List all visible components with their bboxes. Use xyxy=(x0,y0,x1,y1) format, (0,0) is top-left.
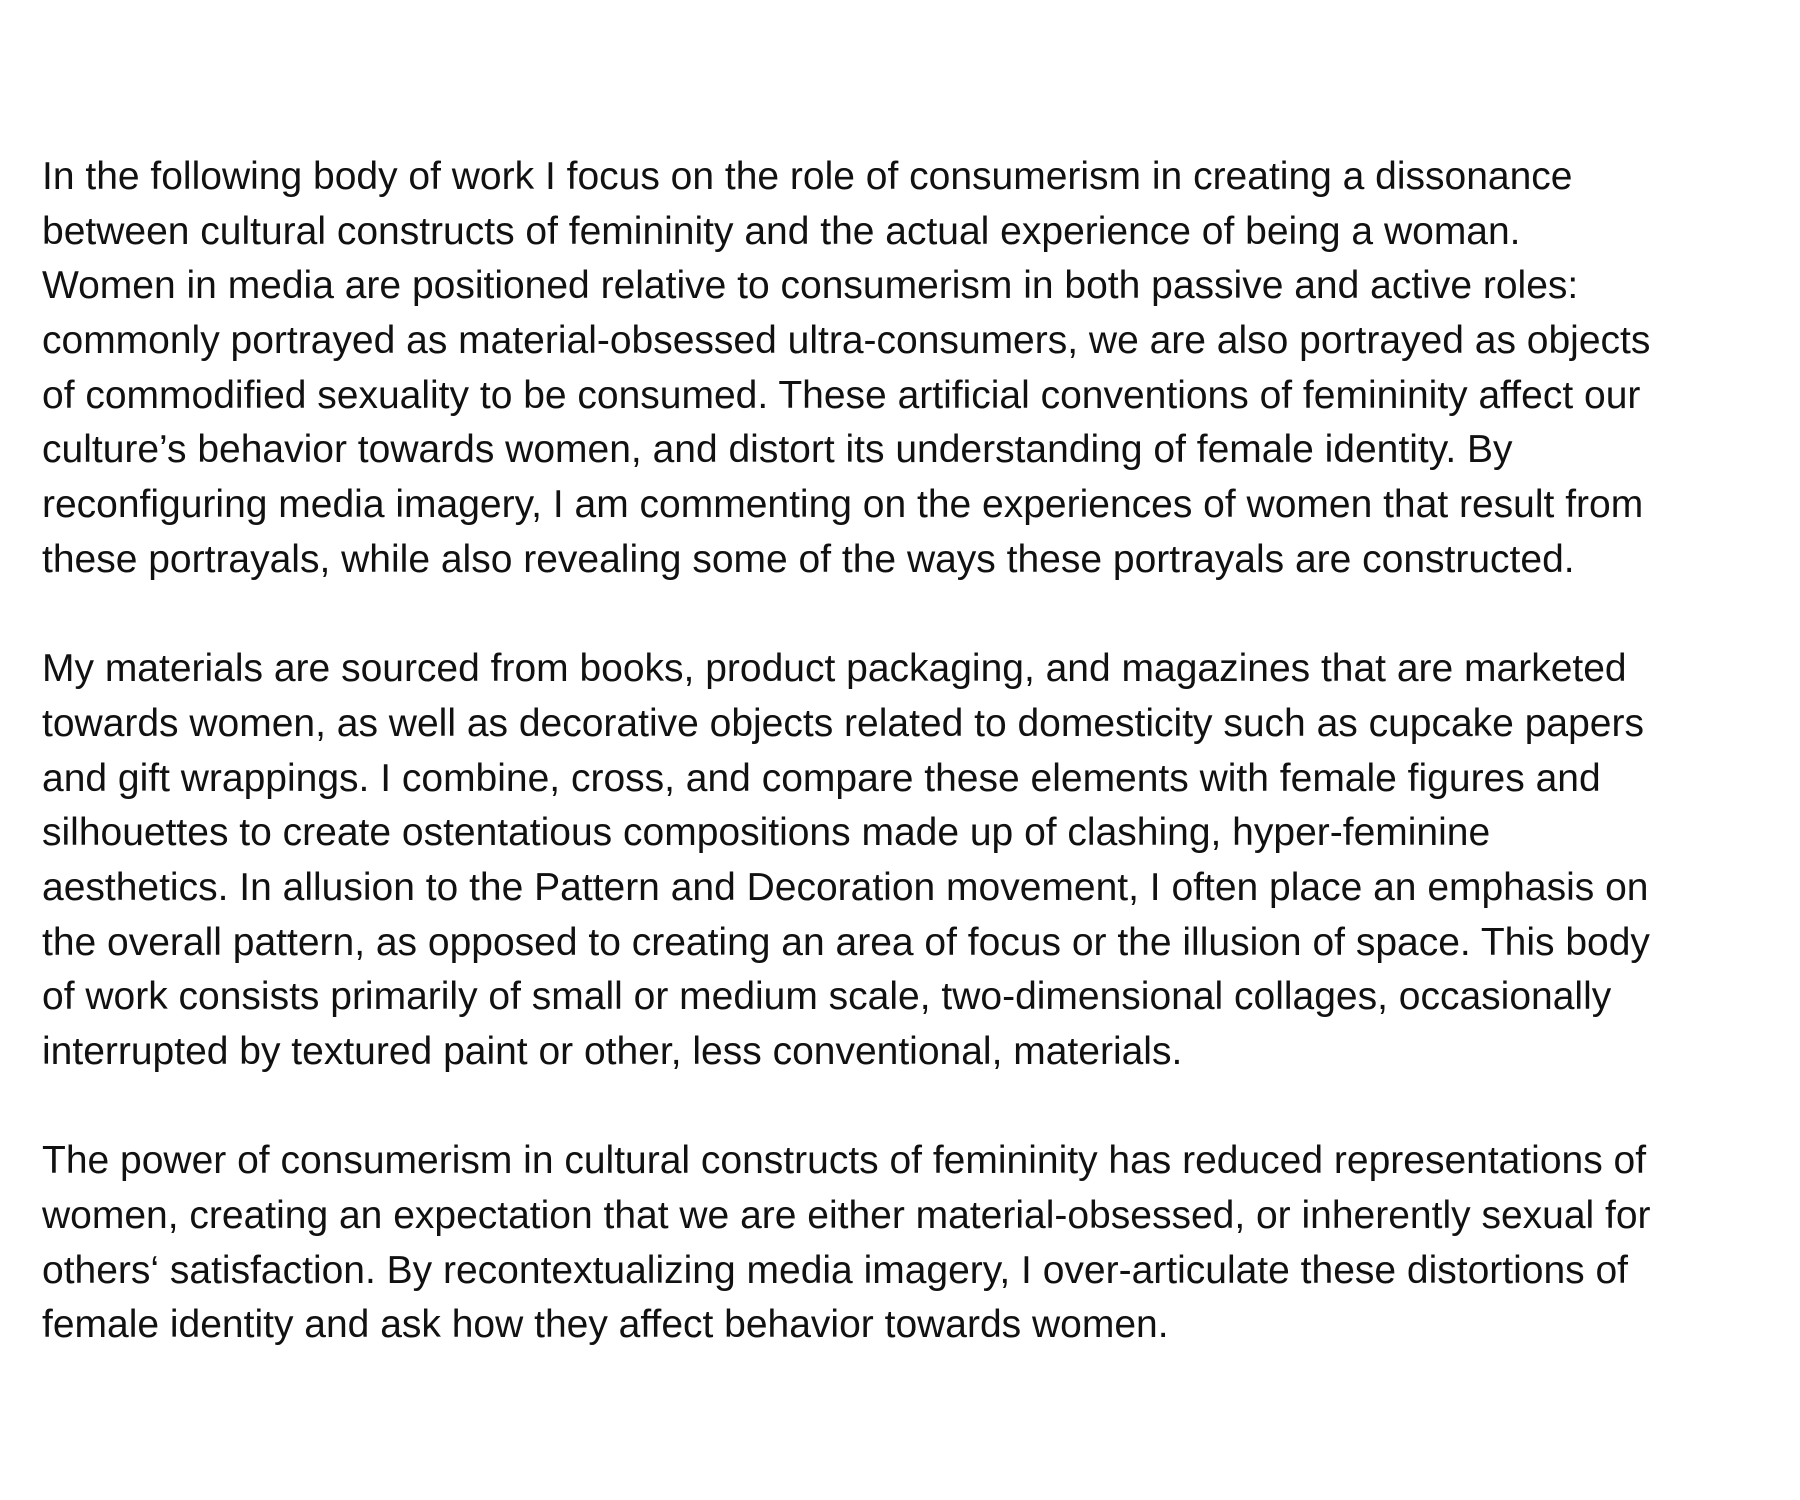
text-line: In the following body of work I focus on the role of consumerism in creating a dissonance xyxy=(42,155,1573,198)
text-line: others‘ satisfaction. By recontextualizing media imagery, I over-articulate these distortions of xyxy=(42,1248,1629,1292)
text-line: aesthetics. In allusion to the Pattern and Decoration movement, I often place an emphasis on xyxy=(42,865,1649,909)
text-line: Women in media are positioned relative to consumerism in both passive and active roles: xyxy=(42,264,1579,308)
text-line: silhouettes to create ostentatious compositions made up of clashing, hyper-feminine xyxy=(42,811,1491,855)
paragraph-spacer xyxy=(42,588,1782,643)
artist-statement xyxy=(42,150,1782,1353)
paragraph-3 xyxy=(42,1134,1782,1353)
text-line: these portrayals, while also revealing some of the ways these portrayals are constructed. xyxy=(42,537,1575,581)
text-line: and gift wrappings. I combine, cross, and compare these elements with female figures and xyxy=(42,756,1601,800)
text-line: commonly portrayed as material-obsessed ultra-consumers, we are also portrayed as objects xyxy=(42,319,1651,363)
text-line: culture’s behavior towards women, and distort its understanding of female identity. By xyxy=(42,428,1513,472)
paragraph-1 xyxy=(42,150,1782,588)
text-line: reconfiguring media imagery, I am commenting on the experiences of women that result from xyxy=(42,483,1644,527)
text-line: of commodified sexuality to be consumed. These artificial conventions of femininity affect our xyxy=(42,373,1641,417)
text-line: the overall pattern, as opposed to creating an area of focus or the illusion of space. This body xyxy=(42,920,1650,964)
text-line: between cultural constructs of femininity and the actual experience of being a woman. xyxy=(42,209,1521,253)
paragraph-2 xyxy=(42,642,1782,1080)
text-line: women, creating an expectation that we are either material-obsessed, or inherently sexual for xyxy=(42,1194,1651,1238)
text-line: of work consists primarily of small or medium scale, two-dimensional collages, occasionally xyxy=(42,975,1612,1019)
text-line: towards women, as well as decorative objects related to domesticity such as cupcake papers xyxy=(42,701,1644,745)
text-line: interrupted by textured paint or other, less conventional, materials. xyxy=(42,1030,1183,1073)
paragraph-spacer xyxy=(42,1080,1782,1135)
text-line: The power of consumerism in cultural constructs of femininity has reduced representations of xyxy=(42,1139,1647,1183)
text-line: My materials are sourced from books, product packaging, and magazines that are marketed xyxy=(42,647,1627,691)
text-line: female identity and ask how they affect behavior towards women. xyxy=(42,1303,1169,1347)
